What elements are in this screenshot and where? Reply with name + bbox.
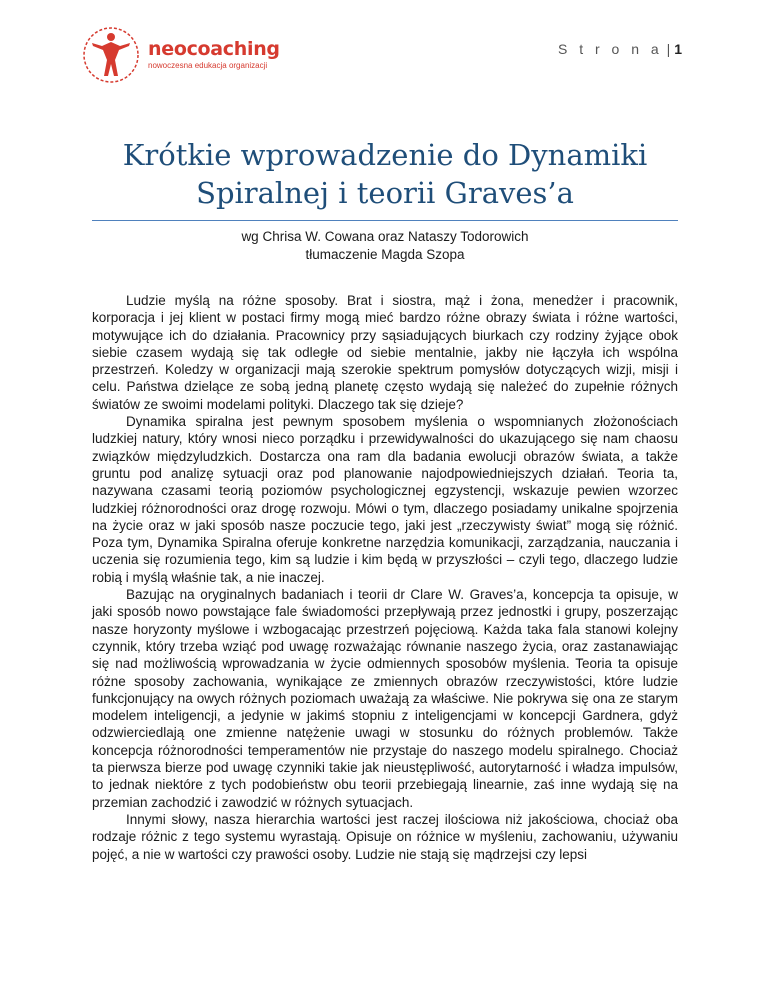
title-block [92,136,678,221]
title-line-2: Spiralnej i teorii Graves’a [196,176,574,210]
brand-name: neocoaching [148,38,280,60]
page-separator: | [666,41,671,57]
authors: wg Chrisa W. Cowana oraz Nataszy Todorowich [241,229,529,244]
translator: tłumaczenie Magda Szopa [305,247,465,262]
byline [92,228,678,264]
logo [80,24,280,86]
title-divider [92,220,678,221]
body-text [92,292,678,863]
paragraph: Bazując na oryginalnych badaniach i teorii dr Clare W. Graves’a, koncepcja ta opisuje, w jaki sposób nowo powstające fale świadomości przepływają przez jednostki i grupy, poszerzając nasze horyzonty myślowe i wzbogacając przestrzeń pojęciową. Każda taka fala stanowi kolejny czynnik, który trzeba wziąć pod uwagę rozważając równanie naszego życia, oraz zastanawiając się nad możliwością wprowadzania w życie odmiennych sposobów myślenia. Teoria ta opisuje różne sposoby zachowania, wynikające ze zmiennych obrazów rzeczywistości, które ludzie funkcjonujący na owych różnych poziomach uważają za właściwe. Nie pokrywa się ona ze starym modelem inteligencji, a jedynie w jakimś stopniu z inteligencjami w koncepcji Gardnera, gdyż odzwierciedlają one zmienne natężenie uwagi w stosunku do różnych problemów. Także koncepcja różnorodności temperamentów nie przystaje do naszego modelu spiralnego. Chociaż ta pierwsza bierze pod uwagę czynniki takie jak nieustępliwość, autorytarność i władza impulsów, to jednak niektóre z tych podobieństw obu teorii przebiegają linearnie, zaś inne wydają się na przemian zachodzić i zawodzić w różnych sytuacjach. [92,587,678,810]
paragraph: Ludzie myślą na różne sposoby. Brat i siostra, mąż i żona, menedżer i pracownik, korporacja i jej klient w postaci firmy mogą mieć bardzo różne obrazy świata i różne wartości, motywujące ich do działania. Pracownicy przy sąsiadujących biurkach czy rodziny żyjące obok siebie czasem wydają się tak odległe od siebie mentalnie, jakby nie łączyła ich wspólna przestrzeń. Koledzy w organizacji mają szerokie spektrum pomysłów dotyczących wizji, misji i celu. Państwa dzielące ze sobą jedną planetę często wydają się należeć do zupełnie różnych światów ze swoimi modelami polityki. Dlaczego tak się dzieje? [92,293,678,412]
page-number-indicator [558,41,682,57]
page-number: 1 [674,41,682,57]
paragraph: Dynamika spiralna jest pewnym sposobem myślenia o wspomnianych złożonościach ludzkiej natury, który wnosi nieco porządku i przewidywalności do ukazującego się nam chaosu związków międzyludzkich. Dostarcza ona ram dla badania ewolucji obrazów świata, a także gruntu pod analizę sytuacji oraz pod planowanie najodpowiedniejszych działań. Teoria ta, nazywana czasami teorią poziomów psychologicznej egzystencji, wskazuje pewien wzorzec ludzkiej różnorodności oraz drogę rozwoju. Mówi o tym, dlaczego posiadamy unikalne spojrzenia na życie oraz w jaki sposób nasze poczucie tego, jaki jest „rzeczywisty świat” mogą się różnić. Poza tym, Dynamika Spiralna oferuje konkretne narzędzia komunikacji, zarządzania, nauczania i uczenia się rozumienia tego, kim są ludzie i kim będą w przyszłości – czyli tego, dlaczego ludzie robią i myślą właśnie tak, a nie inaczej. [92,414,678,585]
title-line-1: Krótkie wprowadzenie do Dynamiki [122,138,648,172]
paragraph: Innymi słowy, nasza hierarchia wartości jest raczej ilościowa niż jakościowa, chociaż oba rodzaje różnic z tego systemu wyrastają. Opisuje on różnice w myśleniu, zachowaniu, używaniu pojęć, a nie w wartości czy prawości osoby. Ludzie nie stają się mądrzejsi czy lepsi [92,811,678,862]
document-title [92,136,678,212]
brand-tagline: nowoczesna edukacja organizacji [148,61,268,70]
logo-figure-icon [80,24,142,86]
page-label: S t r o n a [557,41,663,57]
